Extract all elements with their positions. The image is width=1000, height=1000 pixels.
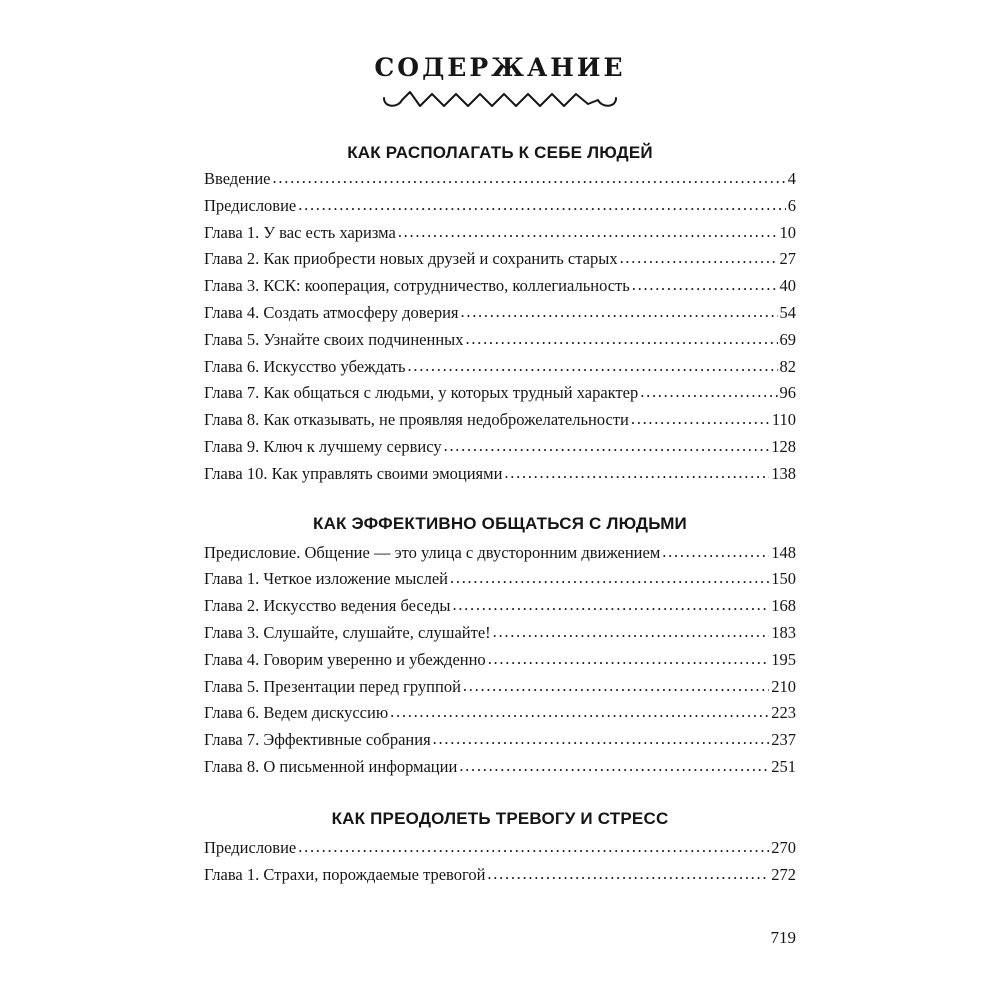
- toc-entry: [204, 383, 796, 410]
- contents-title: СОДЕРЖАНИЕ: [374, 53, 626, 82]
- entry-label: Глава 4. Говорим уверенно и убежденно: [204, 649, 486, 669]
- dot-leader: [631, 409, 770, 429]
- dot-leader: [488, 649, 770, 669]
- toc-entry: [204, 677, 796, 704]
- entry-page: 210: [771, 676, 796, 696]
- dot-leader: [444, 436, 770, 456]
- entry-page: 168: [771, 596, 796, 616]
- entry-label: Глава 1. У вас есть харизма: [204, 222, 396, 242]
- entry-page: 272: [771, 864, 796, 884]
- entry-page: 27: [779, 249, 796, 269]
- toc-entry: [204, 330, 796, 357]
- entry-label: Глава 3. Слушайте, слушайте, слушайте!: [204, 622, 491, 642]
- entry-page: 148: [771, 542, 796, 562]
- section-title: КАК ПРЕОДОЛЕТЬ ТРЕВОГУ И СТРЕСС: [331, 808, 669, 828]
- entry-label: Глава 2. Искусство ведения беседы: [204, 596, 451, 616]
- entry-page: 223: [771, 703, 796, 723]
- entry-label: Введение: [204, 169, 271, 188]
- entry-page: 10: [779, 222, 796, 242]
- toc-entry: [204, 650, 796, 677]
- toc-entry: [204, 410, 796, 437]
- dot-leader: [433, 729, 770, 749]
- toc-entry: [204, 623, 796, 650]
- entry-label: Глава 10. Как управлять своими эмоциями: [204, 463, 503, 483]
- entry-label: Глава 6. Искусство убеждать: [204, 356, 406, 376]
- dot-leader: [493, 622, 770, 642]
- dot-leader: [452, 595, 769, 615]
- toc-list: [204, 169, 796, 491]
- wave-ornament-icon: [380, 88, 620, 114]
- entry-label: Глава 2. Как приобрести новых друзей и сохранить старых: [204, 249, 618, 269]
- dot-leader: [504, 463, 769, 483]
- entry-label: Глава 5. Презентации перед группой: [204, 676, 461, 696]
- entry-label: Глава 8. Как отказывать, не проявляя недоброжелательности: [204, 410, 629, 430]
- entry-label: Глава 8. О письменной информации: [204, 756, 458, 776]
- dot-leader: [459, 756, 769, 776]
- dot-leader: [662, 542, 769, 562]
- toc-entry: [204, 838, 796, 865]
- toc-entry: [204, 223, 796, 250]
- toc-entry: [204, 303, 796, 330]
- entry-label: Предисловие: [204, 837, 297, 857]
- dot-leader: [298, 837, 769, 857]
- entry-page: 82: [779, 356, 796, 376]
- toc-entry: [204, 276, 796, 303]
- dot-leader: [390, 702, 769, 722]
- entry-label: Глава 7. Как общаться с людьми, у которых трудный характер: [204, 383, 639, 403]
- entry-page: 96: [779, 383, 796, 403]
- entry-page: 251: [771, 756, 796, 776]
- dot-leader: [466, 329, 778, 349]
- toc-entry: [204, 865, 796, 892]
- toc-page: [204, 52, 796, 891]
- dot-leader: [632, 275, 778, 295]
- entry-label: Глава 1. Четкое изложение мыслей: [204, 569, 448, 589]
- dot-leader: [408, 356, 778, 376]
- entry-page: 54: [779, 302, 796, 322]
- entry-page: 150: [771, 569, 796, 589]
- dot-leader: [461, 302, 778, 322]
- toc-entry: [204, 249, 796, 276]
- toc-list: [204, 543, 796, 784]
- toc-entry: [204, 703, 796, 730]
- entry-page: 183: [771, 622, 796, 642]
- entry-page: 138: [771, 463, 796, 483]
- toc-entry: [204, 357, 796, 384]
- entry-page: 69: [779, 329, 796, 349]
- entry-label: Глава 3. КСК: кооперация, сотрудничество, коллегиальность: [204, 276, 630, 296]
- page-number: 719: [770, 928, 796, 947]
- entry-page: 4: [787, 169, 796, 188]
- entry-page: 270: [771, 837, 796, 857]
- toc-entry: [204, 437, 796, 464]
- entry-page: 237: [771, 730, 796, 750]
- toc-entry: [204, 464, 796, 491]
- entry-page: 110: [771, 410, 796, 430]
- dot-leader: [398, 222, 778, 242]
- dot-leader: [298, 195, 786, 215]
- entry-label: Глава 6. Ведем дискуссию: [204, 703, 389, 723]
- dot-leader: [273, 168, 786, 188]
- toc-entry: [204, 757, 796, 784]
- toc-entry: [204, 543, 796, 570]
- entry-page: 128: [771, 436, 796, 456]
- entry-label: Глава 1. Страхи, порождаемые тревогой: [204, 864, 486, 884]
- dot-leader: [487, 864, 769, 884]
- section-title: КАК ЭФФЕКТИВНО ОБЩАТЬСЯ С ЛЮДЬМИ: [313, 513, 687, 533]
- dot-leader: [450, 568, 769, 588]
- entry-label: Глава 7. Эффективные собрания: [204, 730, 431, 750]
- dot-leader: [463, 676, 769, 696]
- entry-label: Глава 5. Узнайте своих подчиненных: [204, 329, 464, 349]
- dot-leader: [640, 382, 777, 402]
- entry-page: 40: [779, 276, 796, 296]
- toc-entry: [204, 569, 796, 596]
- entry-label: Предисловие: [204, 195, 297, 215]
- section-title: КАК РАСПОЛАГАТЬ К СЕБЕ ЛЮДЕЙ: [347, 143, 653, 162]
- entry-page: 6: [787, 195, 796, 215]
- toc-entry: [204, 730, 796, 757]
- entry-label: Предисловие. Общение — это улица с двусторонним движением: [204, 542, 661, 562]
- dot-leader: [620, 248, 778, 268]
- toc-entry: [204, 169, 796, 196]
- entry-label: Глава 9. Ключ к лучшему сервису: [204, 436, 442, 456]
- toc-entry: [204, 196, 796, 223]
- toc-entry: [204, 596, 796, 623]
- entry-page: 195: [771, 649, 796, 669]
- entry-label: Глава 4. Создать атмосферу доверия: [204, 302, 459, 322]
- toc-list: [204, 838, 796, 892]
